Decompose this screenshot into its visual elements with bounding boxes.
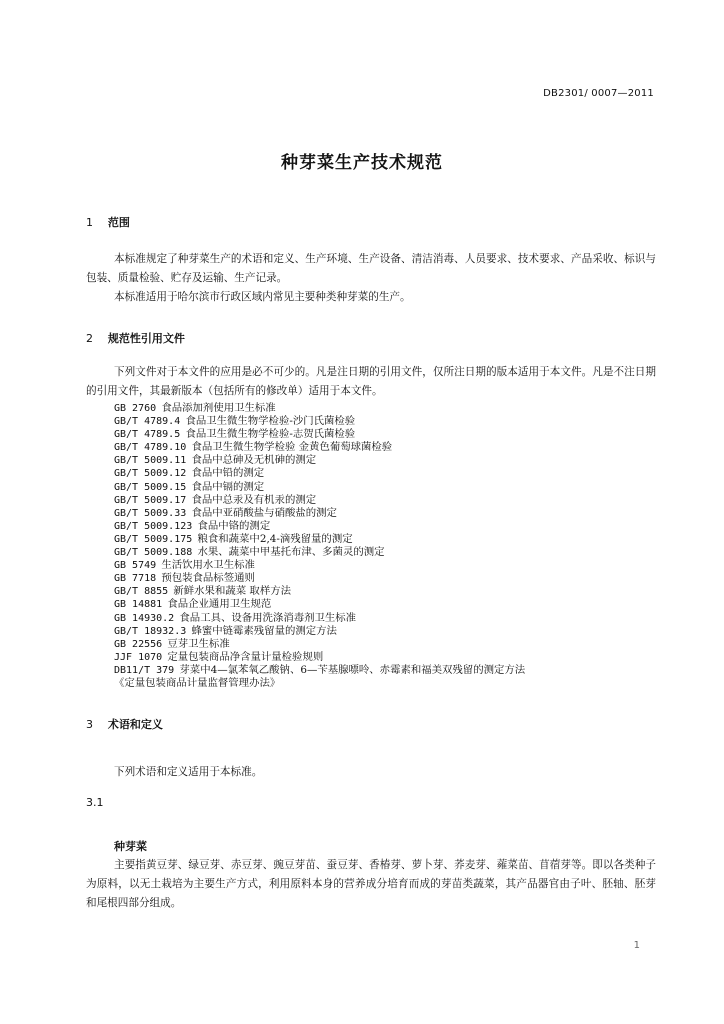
- reference-title: 水果、蔬菜中甲基托布津、多菌灵的测定: [197, 546, 385, 559]
- page-number: 1: [633, 940, 640, 951]
- section-number: 2: [86, 332, 93, 345]
- reference-code: GB/T 8855: [114, 586, 169, 598]
- term-name: 种芽菜: [114, 840, 147, 853]
- reference-code: GB 2760: [114, 403, 157, 414]
- reference-item: [114, 507, 525, 520]
- reference-code: DB11/T 379: [114, 664, 175, 676]
- reference-title: 粮食和蔬菜中2,4-滴残留量的测定: [197, 532, 353, 545]
- reference-title: 食品中总砷及无机砷的测定: [191, 454, 317, 467]
- reference-title: 食品添加剂使用卫生标准: [161, 402, 276, 414]
- reference-item: [114, 402, 525, 415]
- reference-item: [114, 481, 525, 494]
- section-2-heading: [86, 330, 185, 346]
- document-title: 种芽菜生产技术规范: [281, 153, 443, 173]
- reference-code: GB/T 5009.123: [114, 520, 193, 532]
- reference-item: [114, 598, 525, 611]
- section-number: 3: [86, 718, 93, 731]
- reference-code: GB/T 5009.11: [114, 455, 187, 467]
- reference-title: 食品中亚硝酸盐与硝酸盐的测定: [191, 506, 337, 519]
- reference-title: 蜂蜜中链霉素残留量的测定方法: [191, 624, 337, 637]
- reference-title: 食品卫生微生物学检验 金黄色葡萄球菌检验: [191, 441, 393, 454]
- reference-title: 食品工具、设备用洗涤消毒剂卫生标准: [179, 611, 357, 624]
- section-title: 范围: [107, 216, 130, 229]
- reference-item: [114, 651, 525, 664]
- reference-item: [114, 467, 525, 480]
- reference-title: 食品企业通用卫生规范: [167, 598, 272, 611]
- reference-title: 新鲜水果和蔬菜 取样方法: [173, 585, 291, 598]
- reference-title: 食品卫生微生物学检验-志贺氏菌检验: [185, 428, 356, 441]
- reference-item: [114, 546, 525, 559]
- reference-item: [114, 625, 525, 638]
- reference-code: GB 7718: [114, 573, 157, 585]
- reference-item: [114, 494, 525, 507]
- reference-code: GB/T 4789.10: [114, 442, 187, 454]
- reference-title: 食品中铬的测定: [197, 519, 271, 532]
- term-definition: 主要指黄豆芽、绿豆芽、赤豆芽、豌豆芽苗、蚕豆芽、香椿芽、萝卜芽、荞麦芽、蕹菜苗、苜蓿芽等。即以各类种子为原料，以无土栽培为主要生产方式，利用原料本身的营养成分培育而成的芽苗类蔬菜，其产品器官由子叶、胚轴、胚芽和尾根四部分组成。: [86, 859, 656, 909]
- reference-item: [114, 638, 525, 651]
- references-intro-paragraph: 下列文件对于本文件的应用是必不可少的。凡是注日期的引用文件，仅所注日期的版本适用于本文件。凡是不注日期的引用文件，其最新版本（包括所有的修改单）适用于本文件。: [86, 366, 656, 397]
- reference-code: GB/T 4789.5: [114, 429, 181, 441]
- reference-item: [114, 415, 525, 428]
- scope-paragraph: 本标准规定了种芽菜生产的术语和定义、生产环境、生产设备、清洁消毒、人员要求、技术要求、产品采收、标识与包装、质量检验、贮存及运输、生产记录。: [86, 253, 656, 284]
- reference-item: [114, 454, 525, 467]
- reference-code: GB/T 5009.12: [114, 468, 187, 480]
- reference-item: [114, 559, 525, 572]
- reference-item: [114, 585, 525, 598]
- reference-item: [114, 612, 525, 625]
- reference-title: 豆芽卫生标准: [167, 637, 230, 650]
- reference-item: [114, 664, 525, 677]
- reference-code: JJF 1070: [114, 651, 163, 663]
- reference-code: GB 14930.2: [114, 612, 175, 624]
- reference-code: GB/T 18932.3: [114, 625, 187, 637]
- clause-number: 3.1: [86, 796, 104, 809]
- reference-item: [114, 428, 525, 441]
- reference-code: GB/T 5009.17: [114, 494, 187, 506]
- section-title: 术语和定义: [107, 718, 163, 731]
- reference-title: 芽菜中4—氯苯氧乙酸钠、6—苄基腺嘌呤、赤霉素和福美双残留的测定方法: [179, 663, 526, 676]
- reference-code: GB/T 4789.4: [114, 416, 181, 428]
- section-title: 规范性引用文件: [107, 332, 185, 345]
- reference-title: 定量包装商品净含量计量检验规则: [167, 650, 324, 663]
- reference-title: 食品中总汞及有机汞的测定: [191, 493, 317, 506]
- terms-intro-paragraph: 下列术语和定义适用于本标准。: [114, 766, 263, 778]
- reference-title: 预包装食品标签通则: [161, 572, 255, 585]
- reference-item: [114, 441, 525, 454]
- reference-item: [114, 677, 525, 690]
- reference-code: GB 14881: [114, 599, 163, 611]
- reference-title: 食品卫生微生物学检验-沙门氏菌检验: [185, 415, 356, 428]
- reference-item: [114, 533, 525, 546]
- reference-code: GB/T 5009.188: [114, 547, 193, 559]
- reference-title: 生活饮用水卫生标准: [161, 559, 255, 572]
- document-code: DB2301/ 0007—2011: [543, 88, 654, 99]
- reference-code: GB/T 5009.175: [114, 533, 193, 545]
- reference-title: 《定量包装商品计量监督管理办法》: [114, 676, 281, 689]
- reference-list: [114, 402, 525, 690]
- reference-code: GB 22556: [114, 638, 163, 650]
- reference-title: 食品中镉的测定: [191, 480, 265, 493]
- section-number: 1: [86, 216, 93, 229]
- reference-code: GB/T 5009.15: [114, 481, 187, 493]
- reference-code: GB/T 5009.33: [114, 507, 187, 519]
- section-1-heading: [86, 214, 130, 230]
- scope-applicability-paragraph: 本标准适用于哈尔滨市行政区域内常见主要种类种芽菜的生产。: [114, 291, 411, 303]
- reference-item: [114, 572, 525, 585]
- section-3-heading: [86, 716, 163, 732]
- reference-item: [114, 520, 525, 533]
- reference-code: GB 5749: [114, 560, 157, 572]
- reference-title: 食品中铅的测定: [191, 467, 265, 480]
